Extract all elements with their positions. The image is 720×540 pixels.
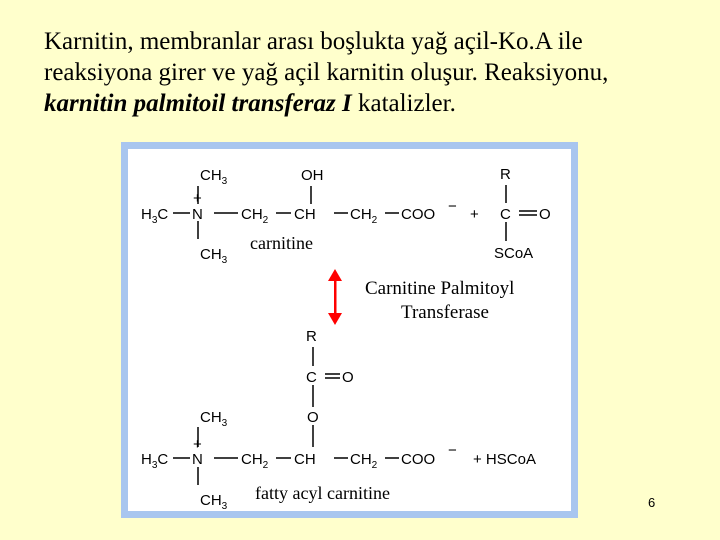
fatty-acyl-carnitine-label: fatty acyl carnitine — [255, 483, 390, 503]
atom-c-top: C — [500, 206, 511, 223]
atom-ch2-b-top: $CH_2$ — [350, 206, 378, 226]
atom-r-bottom: R — [306, 328, 317, 345]
atom-ch3-top: $CH_3$ — [200, 167, 228, 187]
atom-o-ester: O — [307, 409, 319, 426]
charge-minus-bottom: − — [448, 442, 457, 459]
bond-lines — [173, 185, 537, 485]
intro-line-2: reaksiyona girer ve yağ açil karnitin oluşur. Reaksiyonu, — [44, 59, 609, 86]
atom-ch3-bottom-of-carnitine: $CH_3$ — [200, 246, 228, 266]
intro-line-1: Karnitin, membranlar arası boşlukta yağ açil-Ko.A ile — [44, 28, 583, 55]
intro-line-3-rest: katalizler. — [351, 90, 456, 117]
atom-ch2-b-bottom: $CH_2$ — [350, 451, 378, 471]
charge-plus-top: + — [193, 190, 202, 207]
atom-ch3-bottom-of-product: $CH_3$ — [200, 492, 228, 511]
enzyme-label-line-1: Carnitine Palmitoyl — [365, 278, 515, 299]
atom-r-top: R — [500, 166, 511, 183]
enzyme-name: karnitin palmitoil transferaz I — [44, 90, 352, 117]
atom-c-bottom: C — [306, 369, 317, 386]
page-number: 6 — [648, 495, 656, 510]
atom-o-carbonyl-bottom: O — [342, 369, 354, 386]
atom-h3c-top: $H_3C$ — [141, 206, 169, 226]
reaction-diagram — [121, 142, 578, 518]
atom-coo-top: COO — [401, 206, 436, 223]
atom-n-top: N — [192, 206, 203, 223]
intro-paragraph — [44, 26, 694, 119]
atom-ch2-a-top: $CH_2$ — [241, 206, 269, 226]
atom-o-top: O — [539, 206, 551, 223]
intro-line-3 — [44, 88, 694, 119]
atom-coo-bottom: COO — [401, 451, 436, 468]
atom-oh: OH — [301, 167, 324, 184]
charge-plus-bottom: + — [193, 436, 202, 453]
charge-minus-top: − — [448, 198, 457, 215]
carnitine-label: carnitine — [250, 233, 313, 253]
red-reversible-arrow — [328, 269, 342, 325]
atom-ch-bottom: CH — [294, 451, 316, 468]
atom-n-bottom: N — [192, 451, 203, 468]
atom-ch3-top-of-product: $CH_3$ — [200, 409, 228, 429]
atom-h3c-bottom: $H_3C$ — [141, 451, 169, 471]
atom-ch-top: CH — [294, 206, 316, 223]
atom-scoa: SCoA — [494, 245, 534, 262]
reaction-svg — [128, 149, 571, 511]
plus-sign-reactants: + — [470, 206, 479, 223]
atom-ch2-a-bottom: $CH_2$ — [241, 451, 269, 471]
atom-hscoa: + HSCoA — [473, 451, 536, 468]
enzyme-label-line-2: Transferase — [401, 302, 489, 323]
